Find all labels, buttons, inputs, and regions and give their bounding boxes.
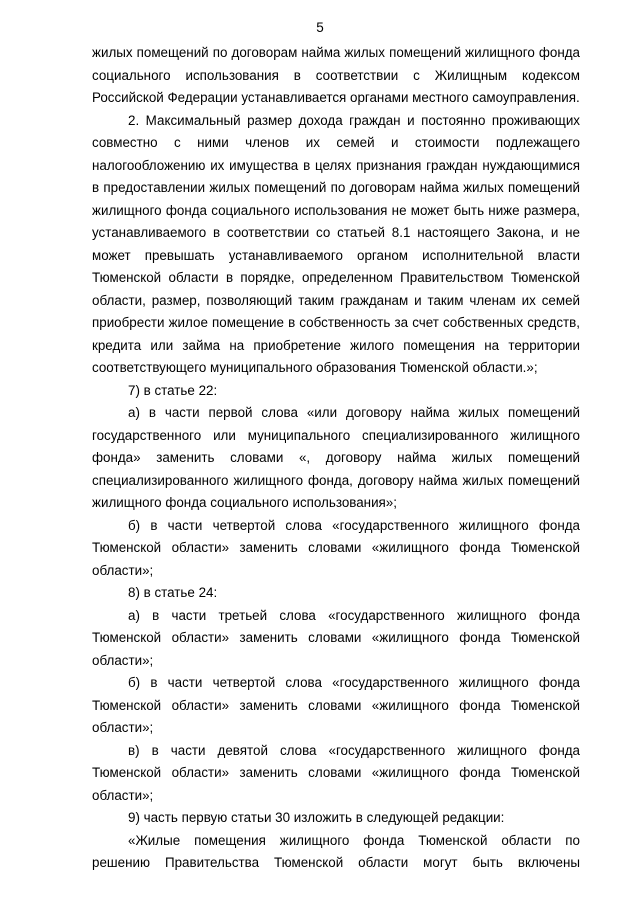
paragraph-item-7: 7) в статье 22:	[128, 382, 218, 398]
paragraph-point-2: 2. Максимальный размер дохода граждан и постоянно проживающих совместно с ними членов их семей и стоимости подлежащего налогообложению их имущества в целях признания граждан нуждающимися в предоставлении жилых помещений по договорам найма жилых помещений жилищного фонда социального использования не может быть ниже размера, устанавливаемого в соответствии со статьей 8.1 настоящего Закона, и не может превышать устанавливаемого органом исполнительной власти Тюменской области в порядке, определенном Правительством Тюменской области, размер, позволяющий таким гражданам и таким членам их семей приобрести жилое помещение в собственность за счет собственных средств, кредита или займа на приобретение жилого помещения на территории соответствующего муниципального образования Тюменской области.»;	[92, 112, 580, 375]
page-number: 5	[316, 20, 324, 35]
paragraph-item-8a: а) в части третьей слова «государственного жилищного фонда Тюменской области» заменить словами «жилищного фонда Тюменской области»;	[92, 607, 580, 668]
paragraph-item-7b: б) в части четвертой слова «государственного жилищного фонда Тюменской области» заменить словами «жилищного фонда Тюменской области»;	[92, 517, 580, 578]
paragraph-item-7a: а) в части первой слова «или договору найма жилых помещений государственного или муниципального специализированного жилищного фонда» заменить словами «, договору найма жилых помещений специализированного жилищного фонда, договору найма жилых помещений жилищного фонда социального использования»;	[92, 405, 580, 510]
paragraph-item-9: 9) часть первую статьи 30 изложить в следующей редакции:	[128, 810, 505, 825]
document-body	[92, 42, 580, 875]
paragraph-item-8: 8) в статье 24:	[128, 585, 218, 600]
paragraph-continuation: жилых помещений по договорам найма жилых помещений жилищного фонда социального использования в соответствии с Жилищным кодексом Российской Федерации устанавливается органами местного самоуправления.	[92, 45, 580, 105]
paragraph-article-30-text: «Жилые помещения жилищного фонда Тюменской области по решению Правительства Тюменской области могут быть включены	[92, 832, 580, 870]
paragraph-item-8c: в) в части девятой слова «государственного жилищного фонда Тюменской области» заменить словами «жилищного фонда Тюменской области»;	[92, 742, 580, 803]
paragraph-item-8b: б) в части четвертой слова «государственного жилищного фонда Тюменской области» заменить словами «жилищного фонда Тюменской области»;	[92, 675, 580, 735]
